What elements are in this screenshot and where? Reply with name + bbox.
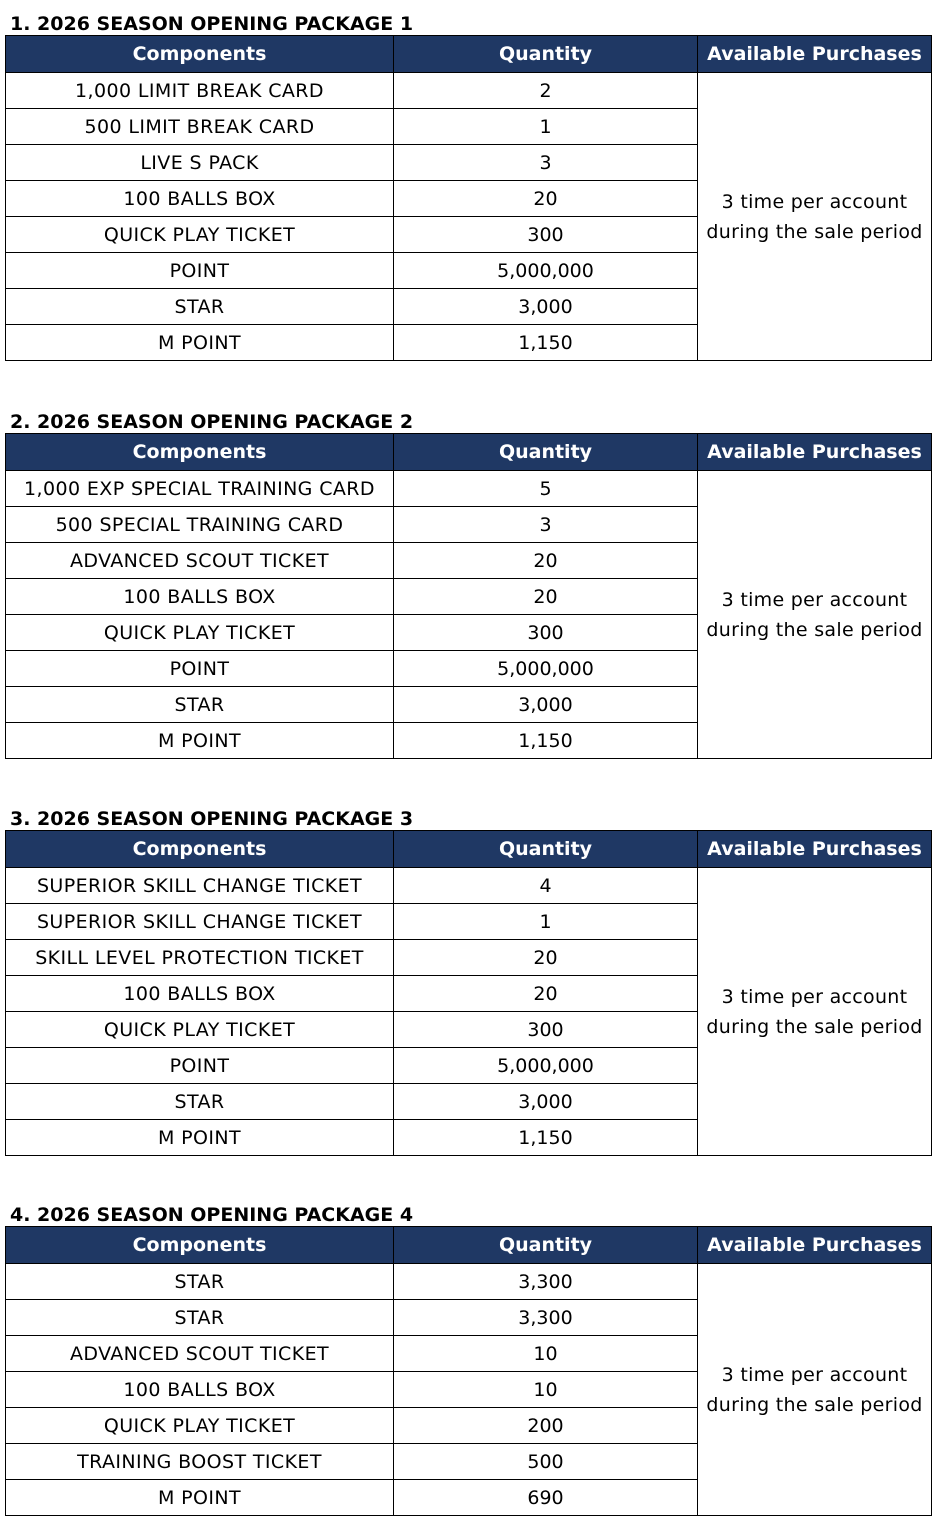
quantity-cell: 3,000 (394, 1084, 698, 1120)
table-header-row (6, 36, 932, 73)
available-line: during the sale period (706, 618, 923, 641)
quantity-header: Quantity (394, 434, 698, 471)
component-cell: 100 BALLS BOX (6, 1372, 394, 1408)
available-purchases-header: Available Purchases (698, 36, 932, 73)
component-cell: STAR (6, 289, 394, 325)
quantity-cell: 200 (394, 1408, 698, 1444)
component-cell: TRAINING BOOST TICKET (6, 1444, 394, 1480)
quantity-cell: 3 (394, 507, 698, 543)
quantity-cell: 500 (394, 1444, 698, 1480)
quantity-cell: 20 (394, 976, 698, 1012)
quantity-header: Quantity (394, 831, 698, 868)
quantity-cell: 20 (394, 579, 698, 615)
component-cell: STAR (6, 687, 394, 723)
package-table (5, 830, 932, 1156)
component-cell: M POINT (6, 325, 394, 361)
quantity-cell: 300 (394, 1012, 698, 1048)
quantity-cell: 1 (394, 904, 698, 940)
package-title: 2. 2026 SEASON OPENING PACKAGE 2 (10, 411, 414, 433)
components-header: Components (6, 1227, 394, 1264)
quantity-cell: 2 (394, 73, 698, 109)
quantity-cell: 5,000,000 (394, 1048, 698, 1084)
available-line: during the sale period (706, 1393, 923, 1416)
component-cell: 500 SPECIAL TRAINING CARD (6, 507, 394, 543)
available-purchases-cell (698, 868, 932, 1156)
component-cell: QUICK PLAY TICKET (6, 217, 394, 253)
quantity-cell: 20 (394, 181, 698, 217)
available-line: 3 time per account (721, 985, 908, 1008)
component-cell: M POINT (6, 723, 394, 759)
quantity-cell: 5 (394, 471, 698, 507)
table-row (6, 73, 932, 109)
component-cell: 1,000 EXP SPECIAL TRAINING CARD (6, 471, 394, 507)
quantity-header: Quantity (394, 36, 698, 73)
component-cell: ADVANCED SCOUT TICKET (6, 1336, 394, 1372)
component-cell: STAR (6, 1264, 394, 1300)
package-title: 4. 2026 SEASON OPENING PACKAGE 4 (10, 1204, 414, 1226)
package-title: 1. 2026 SEASON OPENING PACKAGE 1 (10, 13, 414, 35)
quantity-cell: 10 (394, 1336, 698, 1372)
component-cell: 100 BALLS BOX (6, 181, 394, 217)
quantity-cell: 5,000,000 (394, 253, 698, 289)
quantity-cell: 20 (394, 940, 698, 976)
component-cell: QUICK PLAY TICKET (6, 615, 394, 651)
package-table (5, 35, 932, 361)
quantity-cell: 690 (394, 1480, 698, 1516)
component-cell: STAR (6, 1084, 394, 1120)
available-line: 3 time per account (721, 1363, 908, 1386)
component-cell: SKILL LEVEL PROTECTION TICKET (6, 940, 394, 976)
quantity-cell: 300 (394, 615, 698, 651)
table-header-row (6, 434, 932, 471)
available-purchases-header: Available Purchases (698, 831, 932, 868)
quantity-cell: 3,300 (394, 1300, 698, 1336)
quantity-cell: 1,150 (394, 723, 698, 759)
quantity-cell: 300 (394, 217, 698, 253)
components-header: Components (6, 434, 394, 471)
component-cell: SUPERIOR SKILL CHANGE TICKET (6, 868, 394, 904)
components-header: Components (6, 36, 394, 73)
component-cell: 1,000 LIMIT BREAK CARD (6, 73, 394, 109)
quantity-cell: 1,150 (394, 325, 698, 361)
table-row (6, 471, 932, 507)
available-purchases-cell (698, 73, 932, 361)
package-section-2 (5, 403, 931, 759)
quantity-cell: 4 (394, 868, 698, 904)
component-cell: LIVE S PACK (6, 145, 394, 181)
table-header-row (6, 1227, 932, 1264)
available-purchases-cell (698, 471, 932, 759)
component-cell: POINT (6, 1048, 394, 1084)
component-cell: 100 BALLS BOX (6, 976, 394, 1012)
component-cell: M POINT (6, 1480, 394, 1516)
quantity-cell: 3,300 (394, 1264, 698, 1300)
quantity-cell: 3 (394, 145, 698, 181)
quantity-cell: 3,000 (394, 687, 698, 723)
available-line: 3 time per account (721, 588, 908, 611)
component-cell: POINT (6, 253, 394, 289)
quantity-cell: 1 (394, 109, 698, 145)
available-purchases-header: Available Purchases (698, 1227, 932, 1264)
component-cell: 100 BALLS BOX (6, 579, 394, 615)
package-table (5, 1226, 932, 1516)
quantity-cell: 3,000 (394, 289, 698, 325)
quantity-cell: 10 (394, 1372, 698, 1408)
available-line: during the sale period (706, 220, 923, 243)
package-section-4 (5, 1196, 931, 1516)
component-cell: STAR (6, 1300, 394, 1336)
quantity-cell: 5,000,000 (394, 651, 698, 687)
table-header-row (6, 831, 932, 868)
quantity-cell: 1,150 (394, 1120, 698, 1156)
component-cell: QUICK PLAY TICKET (6, 1012, 394, 1048)
component-cell: M POINT (6, 1120, 394, 1156)
components-header: Components (6, 831, 394, 868)
component-cell: 500 LIMIT BREAK CARD (6, 109, 394, 145)
available-line: during the sale period (706, 1015, 923, 1038)
available-purchases-header: Available Purchases (698, 434, 932, 471)
component-cell: QUICK PLAY TICKET (6, 1408, 394, 1444)
package-table (5, 433, 932, 759)
component-cell: POINT (6, 651, 394, 687)
quantity-header: Quantity (394, 1227, 698, 1264)
table-row (6, 868, 932, 904)
package-section-3 (5, 800, 931, 1156)
package-section-1 (5, 5, 931, 361)
component-cell: SUPERIOR SKILL CHANGE TICKET (6, 904, 394, 940)
quantity-cell: 20 (394, 543, 698, 579)
package-title: 3. 2026 SEASON OPENING PACKAGE 3 (10, 808, 414, 830)
table-row (6, 1264, 932, 1300)
component-cell: ADVANCED SCOUT TICKET (6, 543, 394, 579)
available-line: 3 time per account (721, 190, 908, 213)
available-purchases-cell (698, 1264, 932, 1516)
